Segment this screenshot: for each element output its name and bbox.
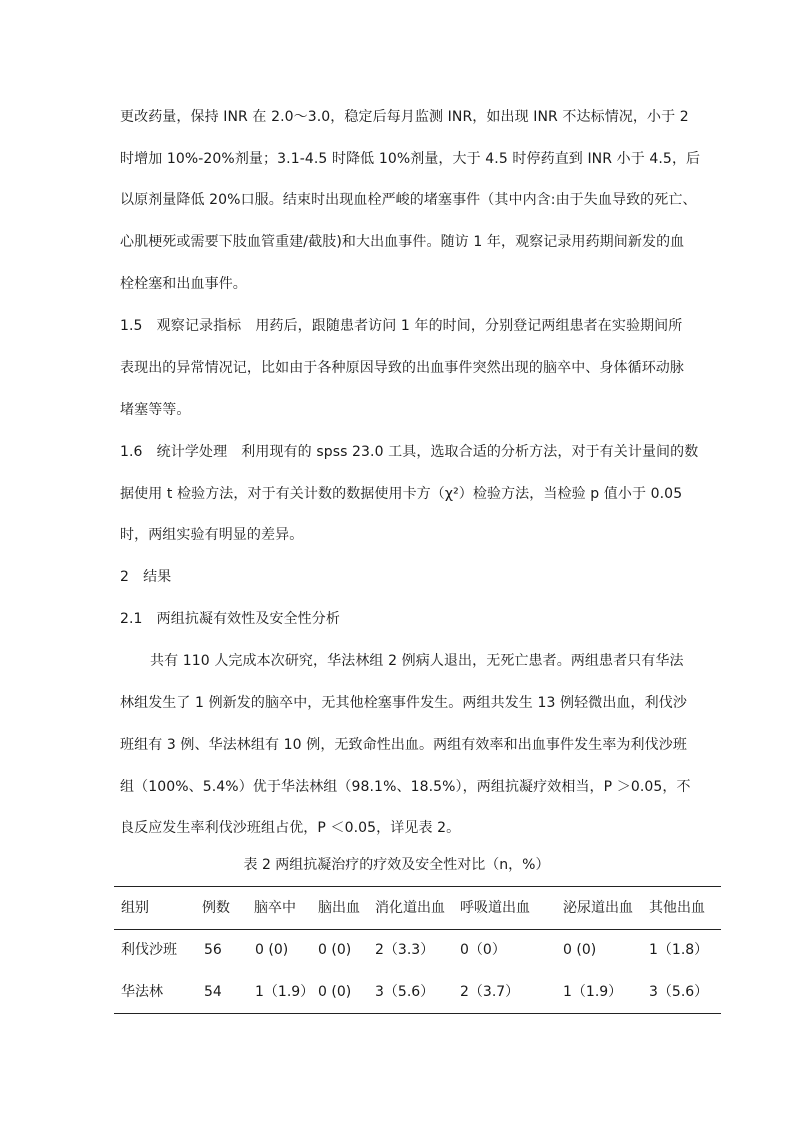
paragraph-line: 心肌梗死或需要下肢血管重建/截肢)和大出血事件。随访 1 年，观察记录用药期间新发的血 [120, 234, 685, 250]
paragraph-line: 更改药量，保持 INR 在 2.0～3.0，稳定后每月监测 INR，如出现 INR 不达标情况，小于 2 [120, 109, 689, 125]
table-cell: 2（3.7） [460, 984, 520, 1000]
table-header-cell: 脑出血 [318, 900, 360, 916]
table-cell: 54 [204, 984, 222, 1000]
paragraph-line: 据使用 t 检验方法，对于有关计数的数据使用卡方（χ²）检验方法，当检验 p 值小于 0.05 [120, 486, 683, 502]
table-caption: 表 2 两组抗凝治疗的疗效及安全性对比（n，%） [243, 857, 550, 873]
section-heading-results: 2 结果 [120, 569, 172, 585]
subsection-heading-2-1: 2.1 两组抗凝有效性及安全性分析 [120, 611, 340, 627]
paragraph-line: 良反应发生率利伐沙班组占优，P ＜0.05，详见表 2。 [120, 820, 461, 836]
table-header-cell: 脑卒中 [254, 900, 296, 916]
paragraph-line: 共有 110 人完成本次研究，华法林组 2 例病人退出，无死亡患者。两组患者只有华法 [150, 653, 684, 669]
paragraph-line: 林组发生了 1 例新发的脑卒中，无其他栓塞事件发生。两组共发生 13 例轻微出血，利伐沙 [120, 695, 687, 711]
table-cell: 1（1.9） [255, 984, 315, 1000]
table-header-rule [114, 929, 721, 930]
section-1-5-line: 1.5 观察记录指标 用药后，跟随患者访问 1 年的时间，分别登记两组患者在实验期间所 [120, 318, 683, 334]
table-header-cell: 消化道出血 [375, 900, 445, 916]
table-cell: 56 [204, 942, 222, 958]
table-header-cell: 泌尿道出血 [563, 900, 633, 916]
table-cell: 利伐沙班 [121, 942, 177, 958]
table-cell: 0（0） [460, 942, 506, 958]
table-cell: 0 (0) [318, 942, 352, 958]
table-header-cell: 例数 [202, 900, 230, 916]
table-cell: 0 (0) [318, 984, 352, 1000]
table-cell: 2（3.3） [375, 942, 435, 958]
paragraph-line: 时，两组实验有明显的差异。 [120, 527, 304, 543]
paragraph-line: 堵塞等等。 [120, 402, 191, 418]
table-header-cell: 组别 [121, 900, 149, 916]
table-top-rule [114, 886, 721, 887]
paragraph-line: 表现出的异常情况记，比如由于各种原因导致的出血事件突然出现的脑卒中、身体循环动脉 [120, 360, 684, 376]
table-header-cell: 呼吸道出血 [460, 900, 530, 916]
table-cell: 0 (0) [255, 942, 289, 958]
table-cell: 1（1.8） [649, 942, 709, 958]
table-cell: 0 (0) [563, 942, 597, 958]
paragraph-line: 班组有 3 例、华法林组有 10 例，无致命性出血。两组有效率和出血事件发生率为利伐沙班 [120, 737, 687, 753]
paragraph-line: 组（100%、5.4%）优于华法林组（98.1%、18.5%），两组抗凝疗效相当，P ＞0.05，不 [120, 779, 691, 795]
table-bottom-rule [114, 1013, 721, 1014]
paragraph-line: 时增加 10%-20%剂量；3.1-4.5 时降低 10%剂量，大于 4.5 时停药直到 INR 小于 4.5，后 [120, 151, 701, 167]
table-cell: 3（5.6） [649, 984, 709, 1000]
paragraph-line: 栓栓塞和出血事件。 [120, 276, 247, 292]
section-1-6-line: 1.6 统计学处理 利用现有的 spss 23.0 工具，选取合适的分析方法，对于有关计量间的数 [120, 444, 699, 460]
table-header-cell: 其他出血 [649, 900, 705, 916]
table-cell: 1（1.9） [563, 984, 623, 1000]
table-cell: 3（5.6） [375, 984, 435, 1000]
paragraph-line: 以原剂量降低 20%口服。结束时出现血栓严峻的堵塞事件（其中内含:由于失血导致的死亡、 [120, 192, 697, 208]
table-cell: 华法林 [121, 984, 163, 1000]
